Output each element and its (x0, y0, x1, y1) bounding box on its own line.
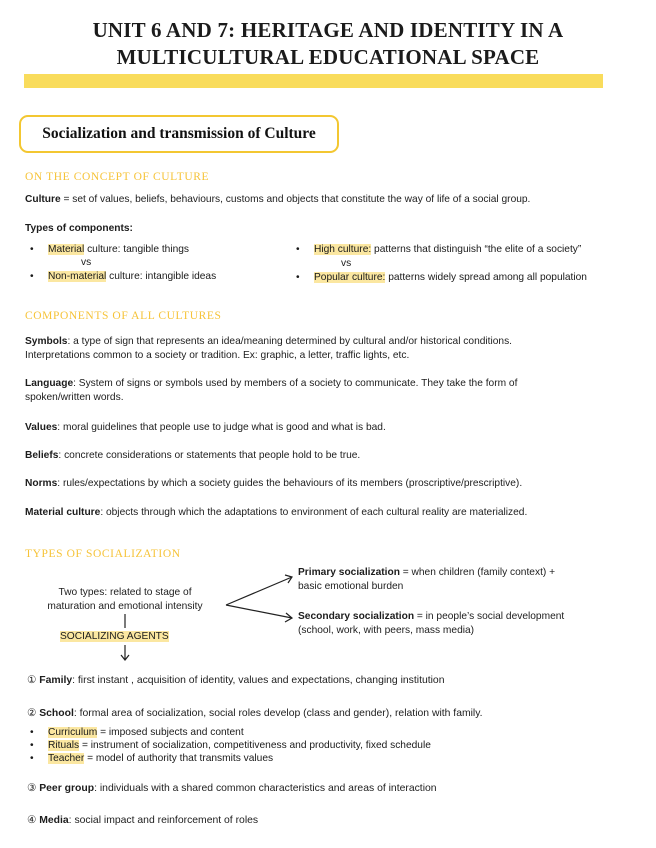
rituals-hl: Rituals (48, 740, 80, 751)
peer-group-def: : individuals with a shared common characteristics and areas of interaction (94, 783, 437, 794)
list-item (30, 752, 431, 765)
values-def: : moral guidelines that people use to judge what is good and what is bad. (57, 422, 386, 433)
types-label: Types of components: (25, 223, 133, 234)
vs-label-left: vs (81, 257, 92, 268)
beliefs-term: Beliefs (25, 450, 59, 461)
nonmaterial-rest: culture: intangible ideas (106, 271, 217, 282)
symbols-term: Symbols (25, 336, 68, 347)
material-culture-def: : objects through which the adaptations to environment of each cultural reality are materialized. (100, 507, 528, 518)
family-item (27, 674, 445, 688)
school-sublist (30, 726, 431, 765)
section-title: Socialization and transmission of Culture (42, 125, 316, 142)
bullet: • (296, 244, 300, 255)
curriculum-rest: = imposed subjects and content (97, 727, 244, 738)
symbols-line2: Interpretations common to a society or tradition. Ex: graphic, a letter, traffic lights, etc. (25, 350, 410, 361)
school-def: : formal area of socialization, social roles develop (class and gender), relation with family. (73, 708, 483, 719)
language-line2: spoken/written words. (25, 392, 124, 403)
components-heading: COMPONENTS OF ALL CULTURES (25, 310, 222, 322)
norms-term: Norms (25, 478, 58, 489)
rituals-rest: = instrument of socialization, competitiveness and productivity, fixed schedule (79, 740, 431, 751)
bullet: • (30, 740, 34, 751)
material-hl: Material (48, 244, 85, 255)
primary-line2: basic emotional burden (298, 581, 404, 592)
number-4-icon: ④ (27, 815, 37, 826)
primary-line1: = when children (family context) + (399, 567, 556, 578)
secondary-term: Secondary socialization (298, 611, 415, 622)
teacher-hl: Teacher (48, 753, 85, 764)
media-item (27, 814, 258, 828)
nonmaterial-hl: Non-material (48, 271, 107, 282)
number-2-icon: ② (27, 708, 37, 719)
material-rest: culture: tangible things (84, 244, 190, 255)
bullet: • (30, 753, 34, 764)
school-item (27, 707, 483, 721)
arrow-to-secondary (226, 605, 292, 618)
family-def: : first instant , acquisition of identity, values and expectations, changing institution (72, 675, 445, 686)
values-term: Values (25, 422, 58, 433)
arrow-to-primary (226, 577, 292, 605)
teacher-rest: = model of authority that transmits values (84, 753, 274, 764)
curriculum-hl: Curriculum (48, 727, 98, 738)
peer-group-item (27, 782, 437, 796)
two-types-line1: Two types: related to stage of (58, 587, 192, 598)
language-term: Language (25, 378, 74, 389)
vs-label-right: vs (341, 258, 352, 269)
page-title-line1: UNIT 6 AND 7: HERITAGE AND IDENTITY IN A (92, 18, 564, 42)
two-types-line2: maturation and emotional intensity (47, 601, 203, 612)
material-culture-term: Material culture (25, 507, 101, 518)
bullet: • (30, 271, 34, 282)
number-3-icon: ③ (27, 783, 37, 794)
peer-group-term: Peer group (39, 783, 95, 794)
norms-def: : rules/expectations by which a society guides the behaviours of its members (proscriptive/prescriptive). (57, 478, 523, 489)
high-culture-rest: patterns that distinguish “the elite of a society” (371, 244, 582, 255)
number-1-icon: ① (27, 675, 37, 686)
page-title-line2: MULTICULTURAL EDUCATIONAL SPACE (116, 45, 540, 69)
beliefs-def: : concrete considerations or statements that people hold to be true. (58, 450, 361, 461)
symbols-line1: : a type of sign that represents an idea/meaning determined by cultural and/or historical conditions. (67, 336, 513, 347)
socializing-agents-text: SOCIALIZING AGENTS (60, 631, 169, 642)
culture-def: = set of values, beliefs, behaviours, customs and objects that constitute the way of life of a social group. (60, 194, 531, 205)
bullet: • (296, 272, 300, 283)
language-line1: : System of signs or symbols used by members of a society to communicate. They take the form of (73, 378, 518, 389)
secondary-line1: = in people’s social development (414, 611, 565, 622)
socialization-heading: TYPES OF SOCIALIZATION (25, 548, 181, 560)
list-item (30, 739, 431, 752)
popular-culture-hl: Popular culture: (314, 272, 386, 283)
primary-term: Primary socialization (298, 567, 400, 578)
culture-term: Culture (25, 194, 61, 205)
high-culture-hl: High culture: (314, 244, 372, 255)
bullet: • (30, 727, 34, 738)
bullet: • (30, 244, 34, 255)
family-term: Family (39, 675, 73, 686)
media-def: : social impact and reinforcement of roles (68, 815, 259, 826)
secondary-line2: (school, work, with peers, mass media) (298, 625, 475, 636)
school-term: School (39, 708, 74, 719)
media-term: Media (39, 815, 69, 826)
list-item (30, 726, 431, 739)
concept-heading: ON THE CONCEPT OF CULTURE (25, 171, 210, 183)
popular-culture-rest: patterns widely spread among all population (385, 272, 587, 283)
